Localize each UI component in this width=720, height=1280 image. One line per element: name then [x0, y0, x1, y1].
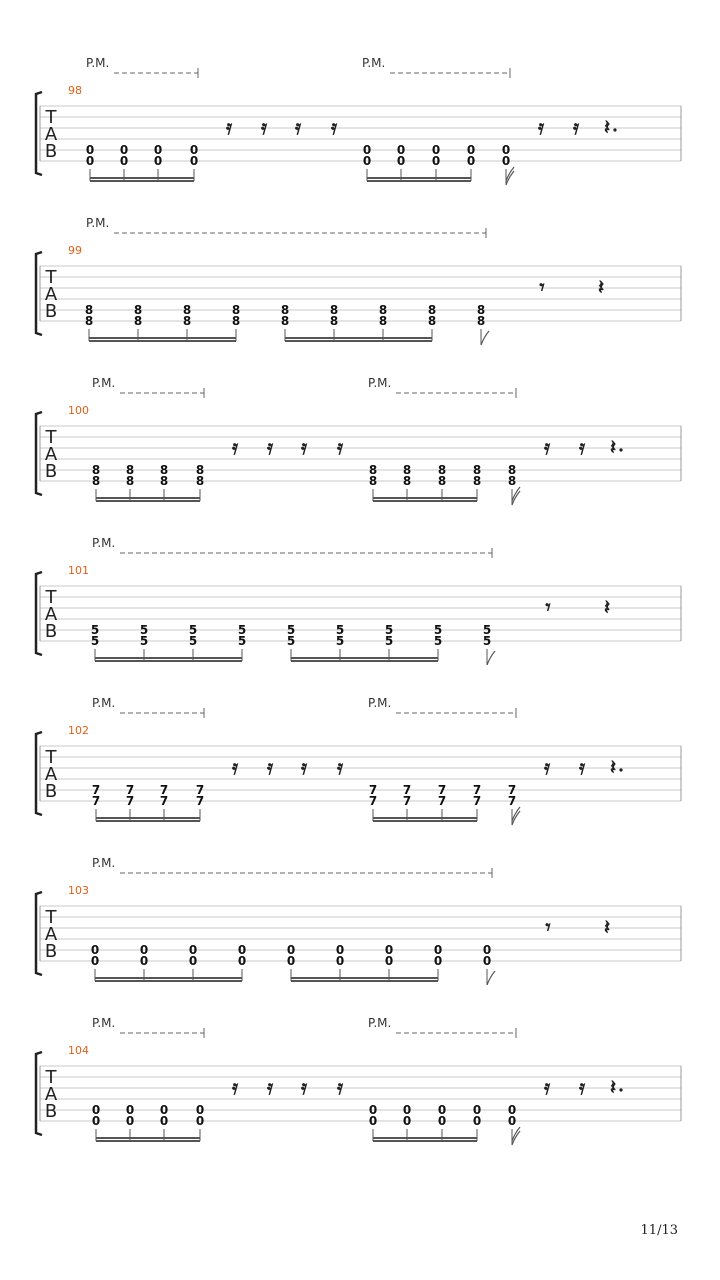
rest-dot	[619, 1088, 622, 1091]
quarter-rest: 𝄽	[603, 915, 611, 939]
system-bracket	[36, 892, 42, 975]
fret-number: 0	[501, 143, 511, 157]
fret-number: 0	[472, 1103, 482, 1117]
fret-number: 0	[159, 1103, 169, 1117]
fret-number: 8	[437, 463, 447, 477]
sixteenth-rest: 𝄿	[537, 115, 545, 139]
fret-number: 0	[237, 943, 247, 957]
fret-number: 5	[384, 634, 394, 648]
fret-number: 8	[125, 474, 135, 488]
quarter-rest: 𝄽	[609, 1075, 617, 1099]
fret-number: 8	[84, 314, 94, 328]
fret-number: 5	[433, 634, 443, 648]
fret-number: 7	[368, 794, 378, 808]
tab-system	[36, 216, 681, 345]
fret-number: 0	[335, 954, 345, 968]
fret-number: 7	[368, 783, 378, 797]
measure-number: 98	[68, 84, 82, 97]
page-number: 11/13	[640, 1223, 678, 1238]
sixteenth-rest: 𝄿	[266, 1075, 274, 1099]
fret-number: 5	[482, 623, 492, 637]
tab-clef-letter: B	[44, 941, 58, 962]
note-flag	[506, 167, 514, 181]
quarter-rest: 𝄽	[603, 115, 611, 139]
fret-number: 0	[139, 954, 149, 968]
fret-number: 8	[159, 463, 169, 477]
fret-number: 8	[476, 314, 486, 328]
fret-number: 0	[482, 954, 492, 968]
sixteenth-rest: 𝄿	[543, 1075, 551, 1099]
fret-number: 8	[368, 474, 378, 488]
fret-number: 5	[188, 634, 198, 648]
tab-clef-letter: A	[44, 924, 58, 945]
fret-number: 8	[280, 314, 290, 328]
measure-number: 103	[68, 884, 89, 897]
fret-number: 0	[286, 943, 296, 957]
fret-number: 0	[396, 143, 406, 157]
sixteenth-rest: 𝄿	[300, 755, 308, 779]
eighth-rest: 𝄾	[545, 595, 551, 619]
measure-number: 99	[68, 244, 82, 257]
fret-number: 8	[476, 303, 486, 317]
tab-system	[36, 56, 681, 185]
fret-number: 7	[472, 794, 482, 808]
fret-number: 0	[119, 154, 129, 168]
fret-number: 7	[91, 794, 101, 808]
fret-number: 8	[91, 474, 101, 488]
fret-number: 0	[335, 943, 345, 957]
tab-system	[36, 696, 681, 825]
quarter-rest: 𝄽	[609, 755, 617, 779]
fret-number: 0	[362, 154, 372, 168]
fret-number: 7	[402, 783, 412, 797]
fret-number: 8	[182, 303, 192, 317]
fret-number: 5	[482, 634, 492, 648]
tab-clef-letter: A	[44, 604, 58, 625]
fret-number: 0	[433, 943, 443, 957]
note-flag	[512, 807, 520, 821]
fret-number: 0	[466, 143, 476, 157]
system-bracket	[36, 252, 42, 335]
quarter-rest: 𝄽	[603, 595, 611, 619]
sixteenth-rest: 𝄿	[266, 755, 274, 779]
fret-number: 0	[501, 154, 511, 168]
fret-number: 8	[125, 463, 135, 477]
tab-clef-letter: T	[45, 907, 57, 928]
fret-number: 5	[335, 623, 345, 637]
fret-number: 5	[237, 634, 247, 648]
fret-number: 8	[231, 303, 241, 317]
sixteenth-rest: 𝄿	[294, 115, 302, 139]
sixteenth-rest: 𝄿	[300, 435, 308, 459]
fret-number: 0	[189, 154, 199, 168]
fret-number: 8	[329, 314, 339, 328]
fret-number: 7	[91, 783, 101, 797]
fret-number: 0	[188, 943, 198, 957]
fret-number: 7	[195, 794, 205, 808]
fret-number: 8	[182, 314, 192, 328]
fret-number: 5	[139, 634, 149, 648]
system-bracket	[36, 1052, 42, 1135]
sixteenth-rest: 𝄿	[231, 755, 239, 779]
fret-number: 8	[231, 314, 241, 328]
fret-number: 0	[384, 943, 394, 957]
fret-number: 8	[427, 303, 437, 317]
fret-number: 0	[466, 154, 476, 168]
fret-number: 7	[507, 783, 517, 797]
fret-number: 0	[189, 143, 199, 157]
fret-number: 7	[507, 794, 517, 808]
note-flag	[487, 971, 495, 985]
fret-number: 0	[237, 954, 247, 968]
palm-mute-label: P.M.	[92, 376, 116, 390]
sixteenth-rest: 𝄿	[225, 115, 233, 139]
note-flag	[481, 331, 489, 345]
fret-number: 0	[472, 1114, 482, 1128]
fret-number: 0	[119, 143, 129, 157]
fret-number: 7	[159, 783, 169, 797]
fret-number: 0	[159, 1114, 169, 1128]
tab-clef-letter: A	[44, 444, 58, 465]
palm-mute-label: P.M.	[86, 56, 110, 70]
fret-number: 0	[507, 1103, 517, 1117]
fret-number: 0	[91, 1114, 101, 1128]
system-bracket	[36, 572, 42, 655]
sixteenth-rest: 𝄿	[543, 755, 551, 779]
fret-number: 0	[195, 1114, 205, 1128]
eighth-rest: 𝄾	[545, 915, 551, 939]
system-bracket	[36, 92, 42, 175]
fret-number: 0	[362, 143, 372, 157]
fret-number: 0	[368, 1103, 378, 1117]
fret-number: 5	[237, 623, 247, 637]
measure-number: 104	[68, 1044, 89, 1057]
tab-clef-letter: A	[44, 284, 58, 305]
fret-number: 0	[507, 1114, 517, 1128]
tab-clef-letter: A	[44, 1084, 58, 1105]
fret-number: 8	[437, 474, 447, 488]
palm-mute-label: P.M.	[86, 216, 110, 230]
fret-number: 0	[384, 954, 394, 968]
fret-number: 8	[472, 474, 482, 488]
sixteenth-rest: 𝄿	[543, 435, 551, 459]
fret-number: 8	[133, 303, 143, 317]
fret-number: 8	[507, 463, 517, 477]
fret-number: 5	[139, 623, 149, 637]
sixteenth-rest: 𝄿	[336, 755, 344, 779]
fret-number: 0	[85, 143, 95, 157]
fret-number: 5	[286, 634, 296, 648]
fret-number: 8	[329, 303, 339, 317]
fret-number: 0	[188, 954, 198, 968]
system-bracket	[36, 732, 42, 815]
fret-number: 8	[84, 303, 94, 317]
fret-number: 0	[91, 1103, 101, 1117]
quarter-rest: 𝄽	[609, 435, 617, 459]
fret-number: 7	[437, 794, 447, 808]
sixteenth-rest: 𝄿	[578, 1075, 586, 1099]
fret-number: 0	[90, 954, 100, 968]
fret-number: 0	[437, 1114, 447, 1128]
fret-number: 8	[91, 463, 101, 477]
fret-number: 8	[159, 474, 169, 488]
quarter-rest: 𝄽	[597, 275, 605, 299]
tab-clef-letter: B	[44, 301, 58, 322]
palm-mute-label: P.M.	[92, 696, 116, 710]
rest-dot	[613, 128, 616, 131]
fret-number: 8	[195, 474, 205, 488]
tab-clef-letter: T	[45, 747, 57, 768]
fret-number: 0	[482, 943, 492, 957]
sixteenth-rest: 𝄿	[231, 435, 239, 459]
tab-clef-letter: A	[44, 124, 58, 145]
tab-system	[36, 1016, 681, 1145]
fret-number: 7	[125, 783, 135, 797]
tab-clef-letter: B	[44, 621, 58, 642]
sixteenth-rest: 𝄿	[578, 435, 586, 459]
tab-clef-letter: T	[45, 1067, 57, 1088]
fret-number: 5	[188, 623, 198, 637]
palm-mute-label: P.M.	[362, 56, 386, 70]
fret-number: 8	[378, 303, 388, 317]
tab-clef-letter: T	[45, 267, 57, 288]
fret-number: 8	[368, 463, 378, 477]
fret-number: 0	[153, 154, 163, 168]
fret-number: 5	[384, 623, 394, 637]
eighth-rest: 𝄾	[539, 275, 545, 299]
tab-clef-letter: B	[44, 141, 58, 162]
fret-number: 8	[472, 463, 482, 477]
palm-mute-label: P.M.	[368, 696, 392, 710]
note-flag	[487, 651, 495, 665]
fret-number: 8	[133, 314, 143, 328]
fret-number: 0	[431, 143, 441, 157]
sixteenth-rest: 𝄿	[336, 1075, 344, 1099]
tab-clef-letter: A	[44, 764, 58, 785]
fret-number: 0	[433, 954, 443, 968]
fret-number: 7	[195, 783, 205, 797]
fret-number: 0	[431, 154, 441, 168]
palm-mute-label: P.M.	[368, 1016, 392, 1030]
sixteenth-rest: 𝄿	[260, 115, 268, 139]
fret-number: 7	[402, 794, 412, 808]
fret-number: 0	[286, 954, 296, 968]
fret-number: 0	[402, 1103, 412, 1117]
fret-number: 8	[195, 463, 205, 477]
fret-number: 8	[402, 474, 412, 488]
fret-number: 0	[85, 154, 95, 168]
fret-number: 0	[125, 1114, 135, 1128]
fret-number: 8	[402, 463, 412, 477]
sixteenth-rest: 𝄿	[336, 435, 344, 459]
note-flag	[512, 1127, 520, 1141]
palm-mute-label: P.M.	[368, 376, 392, 390]
palm-mute-label: P.M.	[92, 536, 116, 550]
measure-number: 100	[68, 404, 89, 417]
sixteenth-rest: 𝄿	[330, 115, 338, 139]
fret-number: 5	[433, 623, 443, 637]
note-flag	[512, 487, 520, 501]
fret-number: 8	[427, 314, 437, 328]
rest-dot	[619, 768, 622, 771]
tab-clef-letter: B	[44, 781, 58, 802]
fret-number: 7	[472, 783, 482, 797]
system-bracket	[36, 412, 42, 495]
fret-number: 8	[280, 303, 290, 317]
fret-number: 5	[286, 623, 296, 637]
fret-number: 0	[125, 1103, 135, 1117]
fret-number: 7	[437, 783, 447, 797]
fret-number: 7	[125, 794, 135, 808]
measure-number: 101	[68, 564, 89, 577]
fret-number: 5	[90, 634, 100, 648]
fret-number: 0	[139, 943, 149, 957]
fret-number: 8	[378, 314, 388, 328]
fret-number: 8	[507, 474, 517, 488]
fret-number: 0	[195, 1103, 205, 1117]
fret-number: 0	[396, 154, 406, 168]
fret-number: 5	[90, 623, 100, 637]
sixteenth-rest: 𝄿	[578, 755, 586, 779]
sixteenth-rest: 𝄿	[266, 435, 274, 459]
fret-number: 5	[335, 634, 345, 648]
palm-mute-label: P.M.	[92, 856, 116, 870]
tab-system	[36, 536, 681, 665]
rest-dot	[619, 448, 622, 451]
fret-number: 0	[437, 1103, 447, 1117]
sixteenth-rest: 𝄿	[231, 1075, 239, 1099]
tab-clef-letter: B	[44, 1101, 58, 1122]
palm-mute-label: P.M.	[92, 1016, 116, 1030]
sixteenth-rest: 𝄿	[300, 1075, 308, 1099]
fret-number: 0	[402, 1114, 412, 1128]
sixteenth-rest: 𝄿	[572, 115, 580, 139]
fret-number: 0	[153, 143, 163, 157]
fret-number: 7	[159, 794, 169, 808]
measure-number: 102	[68, 724, 89, 737]
tab-clef-letter: T	[45, 107, 57, 128]
tab-clef-letter: T	[45, 427, 57, 448]
tab-system	[36, 376, 681, 505]
tab-clef-letter: T	[45, 587, 57, 608]
tab-clef-letter: B	[44, 461, 58, 482]
fret-number: 0	[90, 943, 100, 957]
tab-system	[36, 856, 681, 985]
fret-number: 0	[368, 1114, 378, 1128]
